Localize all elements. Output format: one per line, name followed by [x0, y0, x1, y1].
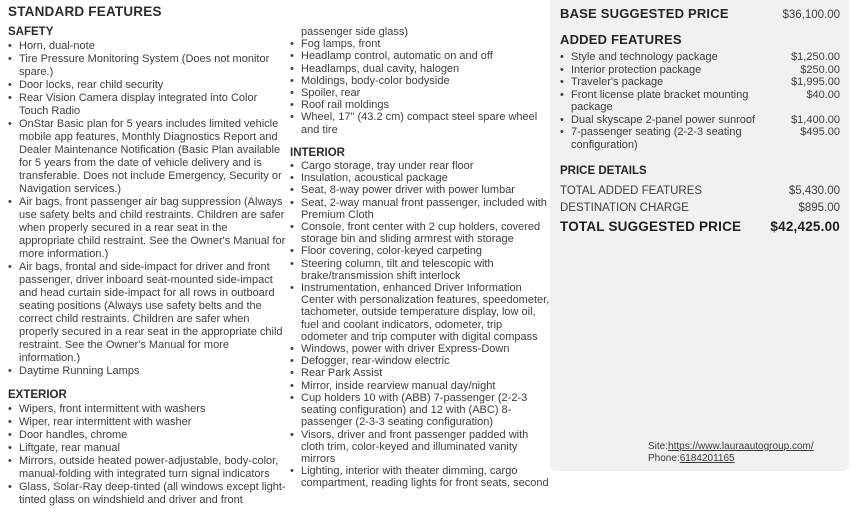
feature-item [8, 92, 286, 118]
feature-text: Wipers, front intermittent with washers [19, 403, 206, 415]
feature-item [8, 429, 286, 442]
added-feature-row [560, 89, 840, 114]
bullet-icon: • [8, 416, 12, 428]
feature-item [8, 40, 286, 53]
bullet-icon: • [290, 282, 294, 295]
feature-item [290, 50, 550, 62]
bullet-icon: • [8, 92, 12, 104]
feature-item [290, 160, 550, 172]
feature-item [290, 221, 550, 245]
feature-text: Tire Pressure Monitoring System (Does not monitor spare.) [19, 53, 270, 78]
bullet-icon: • [290, 391, 294, 404]
feature-text: Spoiler, rear [301, 87, 361, 100]
price-detail-label: TOTAL ADDED FEATURES [560, 184, 703, 197]
feature-text: Seat, 2-way manual front passenger, included with Premium Cloth [301, 196, 547, 221]
bullet-icon: • [290, 343, 294, 356]
bullet-icon: • [8, 196, 12, 208]
added-feature-row [560, 64, 840, 77]
feature-text: Door handles, chrome [19, 429, 128, 441]
feature-text: Cargo storage, tray under rear floor [301, 160, 474, 173]
phone-link[interactable]: 6184201165 [679, 452, 735, 464]
price-details-rows [560, 183, 840, 217]
feature-text: Style and technology package [571, 51, 718, 63]
bullet-icon: • [290, 172, 294, 185]
feature-item [290, 465, 550, 489]
total-price-value: $42,425.00 [770, 218, 840, 234]
price-detail-value: $5,430.00 [788, 184, 840, 197]
feature-text: Interior protection package [571, 63, 702, 76]
added-feature-row [560, 126, 840, 151]
feature-text: Wheel, 17" (43.2 cm) compact steel spare wheel and tire [301, 111, 538, 136]
feature-list [290, 38, 550, 136]
feature-text: Traveler's package [571, 76, 664, 88]
bullet-icon: • [8, 261, 12, 273]
feature-text: Air bags, frontal and side-impact for driver and front passenger, driver inboard seat-mounted side-impact and head curtain side-impact for all rows in outboard seating positions (Always use safety belts and the correct child restraints. Children are safer when properly secured in a rear seat in the appropriate child restraint. See the Owner's Manual for more information.) [19, 261, 283, 364]
price-detail-row [560, 200, 840, 217]
section-heading: SAFETY [8, 26, 54, 38]
bullet-icon: • [8, 481, 12, 493]
price-detail-label: DESTINATION CHARGE [560, 201, 689, 214]
feature-text: Visors, driver and front passenger padded with cloth trim, color-keyed and illuminated vanity mirrors [301, 428, 529, 465]
feature-item [290, 367, 550, 379]
bullet-icon: • [8, 40, 12, 52]
feature-text: Daytime Running Lamps [19, 365, 140, 377]
feature-text: 7-passenger seating (2-2-3 seating configuration) [571, 126, 742, 151]
added-feature-price: $495.00 [800, 126, 840, 138]
added-feature-label [560, 76, 785, 89]
feature-continuation: passenger side glass) [301, 26, 409, 38]
bullet-icon: • [290, 196, 294, 209]
added-features-heading: ADDED FEATURES [560, 31, 682, 47]
added-feature-label [560, 64, 785, 77]
bullet-icon: • [8, 53, 12, 65]
feature-item [290, 75, 550, 87]
feature-text: Liftgate, rear manual [19, 442, 120, 454]
feature-text: Mirrors, outside heated power-adjustable, body-color, manual-folding with integrated turn signal indicators [19, 455, 279, 480]
feature-text: Insulation, acoustical package [301, 172, 448, 185]
bullet-icon: • [290, 111, 294, 124]
bullet-icon: • [290, 87, 294, 100]
feature-item [290, 197, 550, 221]
site-line [648, 441, 814, 453]
feature-item [290, 63, 550, 75]
added-feature-label [560, 114, 785, 127]
feature-list [8, 403, 286, 507]
bullet-icon: • [8, 455, 12, 467]
pricing-panel [550, 0, 849, 471]
bullet-icon: • [290, 160, 294, 173]
contact-footer [648, 441, 814, 464]
feature-text: OnStar Basic plan for 5 years includes limited vehicle mobile app features, Monthly Diagnostics Report and Dealer Maintenance Notification (Basic Plan available for 5 years from the date of vehicle delivery and is transferable. Does not include Emergency, Security or Navigation services.) [19, 118, 282, 195]
phone-line [648, 453, 814, 465]
feature-text: Dual skyscape 2-panel power sunroof [571, 113, 756, 126]
base-price-label: BASE SUGGESTED PRICE [560, 6, 729, 21]
bullet-icon: • [290, 184, 294, 197]
added-feature-price: $1,995.00 [791, 76, 840, 88]
bullet-icon: • [560, 76, 564, 88]
added-feature-row [560, 114, 840, 127]
feature-text: Headlamp control, automatic on and off [301, 50, 493, 63]
feature-list [8, 40, 286, 378]
feature-item [290, 380, 550, 392]
bullet-icon: • [290, 245, 294, 258]
bullet-icon: • [290, 465, 294, 478]
added-feature-row [560, 51, 840, 64]
bullet-icon: • [8, 365, 12, 377]
feature-text: Instrumentation, enhanced Driver Information Center with personalization features, speedometer, tachometer, outside temperature display, low oil, fuel and coolant indicators, odometer, trip odometer and trip computer with digital compass [301, 282, 550, 343]
site-label: Site: [648, 441, 669, 452]
features-column-1 [8, 5, 286, 518]
price-detail-row [560, 183, 840, 200]
feature-item [8, 403, 286, 416]
feature-item [290, 38, 550, 50]
feature-item [290, 355, 550, 367]
feature-text: Fog lamps, front [301, 38, 381, 51]
phone-label: Phone: [648, 452, 680, 464]
feature-text: Wiper, rear intermittent with washer [19, 416, 192, 428]
section-heading: EXTERIOR [8, 389, 67, 401]
feature-item [8, 455, 286, 481]
feature-text: Floor covering, color-keyed carpeting [301, 245, 482, 258]
feature-text: Headlamps, dual cavity, halogen [301, 62, 460, 75]
page-title: STANDARD FEATURES [8, 4, 162, 19]
price-details-heading: PRICE DETAILS [560, 165, 647, 177]
bullet-icon: • [290, 221, 294, 234]
feature-text: Roof rail moldings [301, 99, 390, 112]
feature-text: Glass, Solar-Ray deep-tinted (all windows except light-tinted glass on windshield and driver and front [19, 481, 286, 506]
feature-item [8, 261, 286, 365]
feature-text: Cup holders 10 with (ABB) 7-passenger (2-2-3 seating configuration) and 12 with (ABC) 8-passenger (2-3-3 seating configuration) [301, 391, 528, 429]
feature-text: Front license plate bracket mounting package [571, 88, 749, 113]
site-link[interactable]: https://www.lauraautogroup.com/ [668, 441, 814, 452]
feature-text: Air bags, front passenger air bag suppression (Always use safety belts and child restraints. Children are safer when properly secured in a rear seat in the appropriate child restraint. See the Owner's Manual for more information.) [19, 196, 286, 260]
feature-item [8, 196, 286, 261]
feature-item [8, 481, 286, 507]
added-features-list [560, 51, 840, 151]
added-feature-price: $1,400.00 [791, 113, 840, 126]
bullet-icon: • [290, 50, 294, 63]
total-price-row [560, 218, 840, 234]
added-feature-price: $40.00 [806, 88, 840, 101]
bullet-icon: • [8, 79, 12, 91]
feature-text: Moldings, body-color bodyside [301, 74, 450, 87]
features-column-2 [290, 5, 550, 501]
base-price-value: $36,100.00 [782, 9, 840, 21]
feature-text: Horn, dual-note [19, 40, 95, 52]
feature-text: Rear Vision Camera display integrated into Color Touch Radio [19, 92, 258, 117]
feature-item [290, 429, 550, 466]
bullet-icon: • [290, 99, 294, 112]
bullet-icon: • [560, 51, 564, 63]
feature-text: Defogger, rear-window electric [301, 355, 450, 368]
feature-item [290, 99, 550, 111]
bullet-icon: • [560, 113, 564, 126]
bullet-icon: • [8, 403, 12, 415]
base-price-row [560, 8, 840, 22]
feature-item [8, 118, 286, 196]
bullet-icon: • [290, 257, 294, 270]
feature-item [8, 442, 286, 455]
bullet-icon: • [290, 74, 294, 87]
feature-text: Lighting, interior with theater dimming, cargo compartment, reading lights for front seats, second [301, 465, 549, 490]
bullet-icon: • [8, 118, 12, 130]
bullet-icon: • [560, 88, 564, 101]
added-feature-price: $1,250.00 [791, 51, 840, 63]
bullet-icon: • [290, 428, 294, 441]
added-feature-row [560, 76, 840, 89]
bullet-icon: • [560, 63, 564, 76]
bullet-icon: • [8, 442, 12, 454]
feature-item [8, 79, 286, 92]
feature-item [290, 258, 550, 282]
feature-item [290, 282, 550, 343]
added-feature-price: $250.00 [800, 63, 840, 76]
bullet-icon: • [560, 126, 564, 138]
bullet-icon: • [290, 367, 294, 380]
feature-text: Rear Park Assist [301, 367, 383, 380]
feature-item [290, 245, 550, 257]
feature-item [8, 416, 286, 429]
feature-text: Steering column, tilt and telescopic with brake/transmission shift interlock [301, 257, 494, 282]
feature-text: Mirror, inside rearview manual day/night [301, 379, 496, 392]
feature-list [290, 160, 550, 489]
feature-text: Seat, 8-way power driver with power lumbar [301, 184, 515, 197]
bullet-icon: • [8, 429, 12, 441]
added-feature-label [560, 89, 785, 114]
price-detail-value: $895.00 [798, 201, 840, 214]
added-feature-label [560, 126, 785, 151]
feature-text: Door locks, rear child security [19, 79, 164, 91]
bullet-icon: • [290, 38, 294, 51]
feature-item [290, 392, 550, 429]
section-heading: INTERIOR [290, 146, 345, 159]
feature-item [290, 184, 550, 196]
feature-item [290, 87, 550, 99]
total-price-label: TOTAL SUGGESTED PRICE [560, 218, 742, 234]
bullet-icon: • [290, 355, 294, 368]
added-feature-label [560, 51, 785, 64]
feature-text: Windows, power with driver Express-Down [301, 343, 510, 356]
feature-text: Console, front center with 2 cup holders, covered storage bin and sliding armrest with storage [301, 221, 541, 246]
feature-item [290, 111, 550, 135]
feature-item [290, 172, 550, 184]
feature-item [8, 53, 286, 79]
feature-item [8, 365, 286, 378]
bullet-icon: • [290, 62, 294, 75]
bullet-icon: • [290, 379, 294, 392]
feature-item [290, 343, 550, 355]
